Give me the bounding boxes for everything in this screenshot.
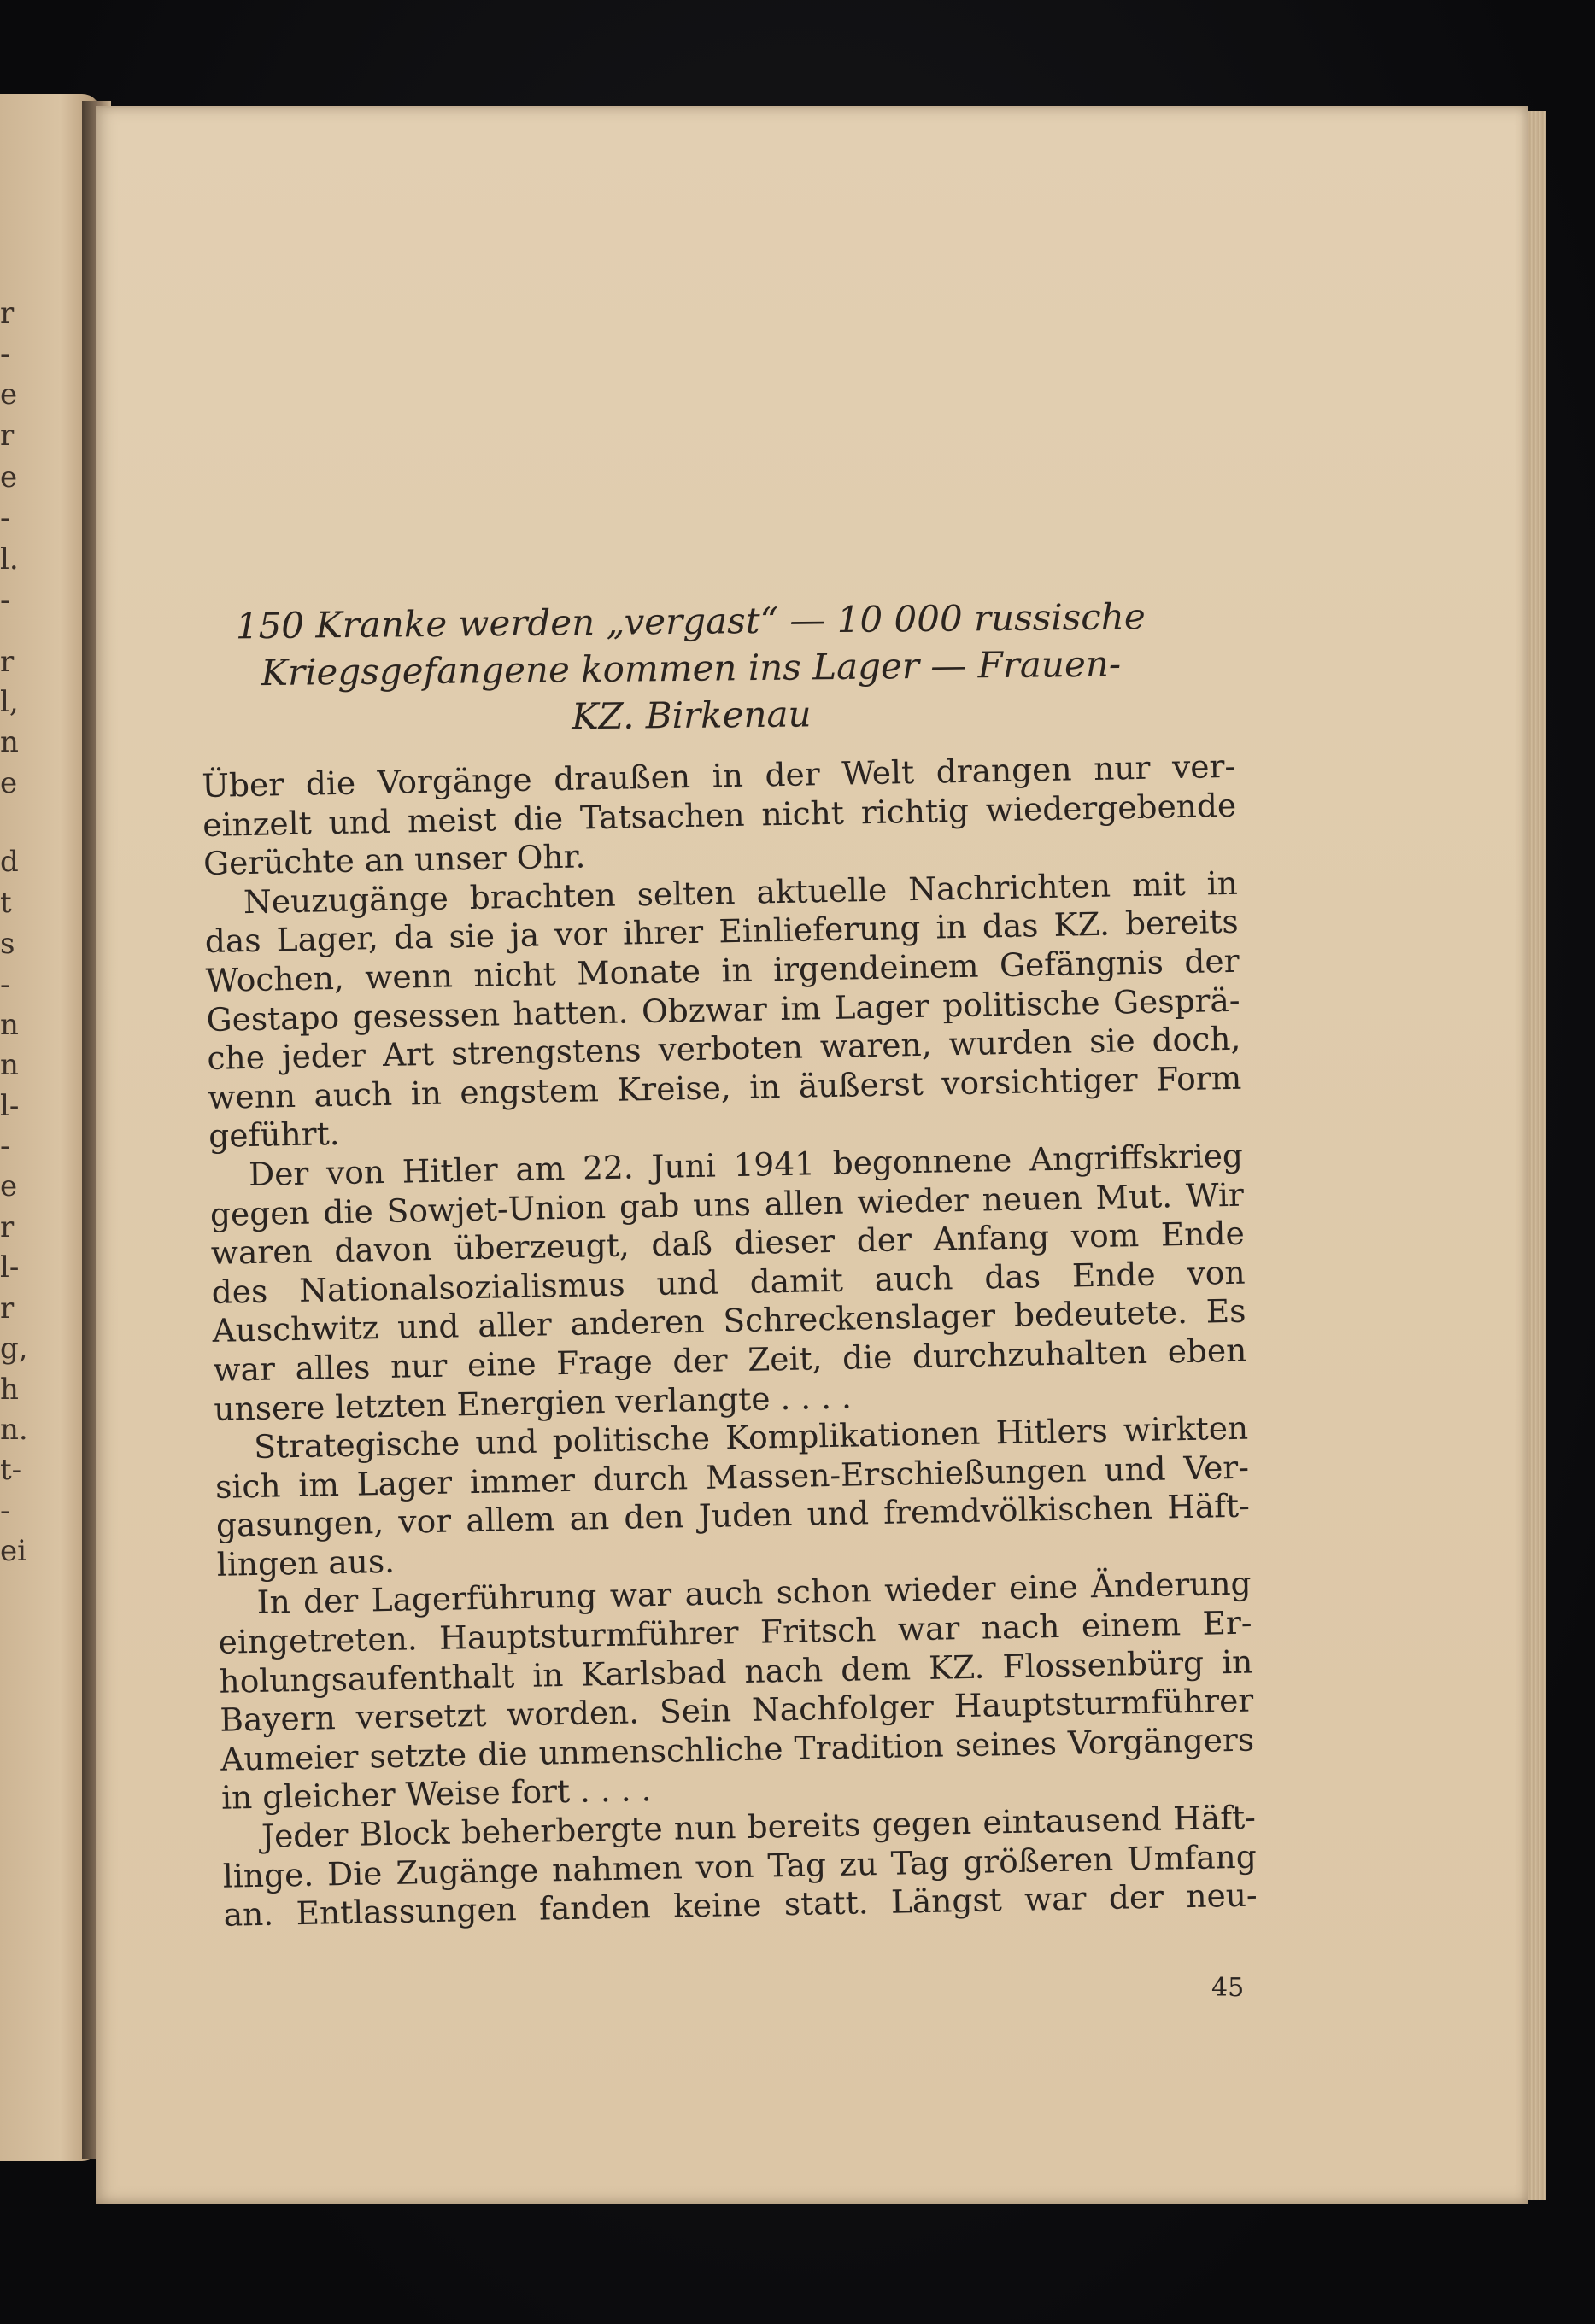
text-line: eingetreten. Hauptsturmführer Fritsch war nach einem Er- — [218, 1603, 1252, 1661]
text-line: geführt. — [208, 1115, 340, 1156]
text-line: Gerüchte an unser Ohr. — [202, 837, 586, 883]
text-line: war alles nur eine Frage der Zeit, die durchzuhalten eben — [213, 1331, 1247, 1389]
heading-line: KZ. Birkenau — [571, 693, 812, 738]
margin-fragment: r — [0, 645, 15, 679]
margin-fragment: e — [0, 460, 18, 495]
text-line: gegen die Sowjet-Union gab uns allen wieder neuen Mut. Wir — [209, 1175, 1245, 1233]
margin-fragment: - — [0, 1494, 10, 1528]
margin-fragment: g, — [0, 1332, 28, 1366]
text-line: Gestapo gesessen hatten. Obzwar im Lager politische Gesprä- — [206, 981, 1240, 1039]
margin-fragment: l- — [0, 1250, 20, 1285]
margin-fragment: r — [0, 1210, 15, 1244]
margin-fragment: n — [0, 725, 19, 759]
margin-fragment: h — [0, 1373, 19, 1407]
margin-fragment: - — [0, 968, 10, 1002]
text-line: an. Entlassungen fanden keine statt. Längst war der neu- — [223, 1876, 1258, 1934]
margin-fragment: r — [0, 419, 15, 453]
text-line: Aumeier setzte die unmenschliche Tradition seines Vorgängers — [220, 1720, 1255, 1778]
text-line: linge. Die Zugänge nahmen von Tag zu Tag größeren Umfang — [222, 1837, 1258, 1895]
margin-fragment: - — [0, 583, 10, 618]
text-line: Wochen, wenn nicht Monate in irgendeinem Gefängnis der — [205, 941, 1240, 999]
heading-line: 150 Kranke werden „vergast“ — 10 000 russische — [235, 595, 1146, 647]
margin-fragment: r — [0, 1291, 15, 1326]
text-line: Über die Vorgänge draußen in der Welt drangen nur ver- — [202, 746, 1236, 805]
text-line: gasungen, vor allem an den Juden und fremdvölkischen Häft- — [215, 1486, 1251, 1545]
margin-fragment: s — [0, 927, 15, 961]
text-line: Strategische und politische Komplikationen Hitlers wirkten — [253, 1408, 1249, 1466]
text-line: Der von Hitler am 22. Juni 1941 begonnene Angriffskrieg — [248, 1136, 1244, 1193]
text-line: Auschwitz und aller anderen Schreckenslager bedeutete. Es — [212, 1291, 1246, 1350]
margin-fragment: d — [0, 845, 19, 879]
chapter-heading — [186, 593, 1196, 744]
text-line: che jeder Art strengstens verboten waren, wurden sie doch, — [207, 1019, 1241, 1078]
margin-fragment: l, — [0, 685, 19, 719]
text-line: lingen aus. — [216, 1542, 396, 1583]
text-line: in gleicher Weise fort . . . . — [220, 1771, 652, 1818]
margin-fragment: n — [0, 1008, 19, 1042]
text-line: waren davon überzeugt, daß dieser der Anfang vom Ende — [210, 1214, 1246, 1273]
body-text — [202, 747, 1258, 1935]
margin-fragment: - — [0, 1129, 10, 1163]
text-line: einzelt und meist die Tatsachen nicht richtig wiedergebende — [202, 786, 1237, 844]
margin-fragment: t — [0, 886, 12, 920]
margin-fragment: l- — [0, 1089, 20, 1123]
margin-fragment: e — [0, 378, 18, 412]
margin-fragment: r — [0, 296, 15, 331]
text-line: wenn auch in engstem Kreise, in äußerst vorsichtiger Form — [208, 1058, 1242, 1116]
text-line: unsere letzten Energien verlangte . . . . — [214, 1378, 853, 1428]
margin-fragment: ei — [0, 1534, 26, 1568]
text-line: das Lager, da sie ja vor ihrer Einlieferung in das KZ. bereits — [204, 903, 1240, 961]
text-line: In der Lagerführung war auch schon wieder eine Änderung — [256, 1565, 1252, 1622]
margin-fragment: e — [0, 1169, 18, 1203]
margin-fragment: l. — [0, 542, 19, 577]
text-line: des Nationalsozialismus und damit auch das Ende von — [211, 1253, 1246, 1311]
page-stack-edge — [1528, 111, 1546, 2200]
text-line: Neuzugänge brachten selten aktuelle Nachrichten mit in — [243, 863, 1239, 921]
margin-fragment: e — [0, 766, 18, 800]
margin-fragment: t- — [0, 1453, 22, 1487]
page-number: 45 — [1211, 1973, 1245, 2003]
heading-line: Kriegsgefangene kommen ins Lager — Frauen- — [261, 642, 1122, 694]
text-line: sich im Lager immer durch Massen-Erschießungen und Ver- — [214, 1448, 1250, 1506]
text-line: holungsaufenthalt in Karlsbad nach dem KZ. Flossenbürg in — [219, 1642, 1253, 1701]
text-line: Jeder Block beherbergte nun bereits gegen eintausend Häft- — [261, 1798, 1257, 1855]
margin-fragment: n. — [0, 1413, 28, 1447]
margin-fragment: n — [0, 1048, 19, 1082]
margin-fragment: - — [0, 501, 10, 536]
text-line: Bayern versetzt worden. Sein Nachfolger Hauptsturmführer — [220, 1681, 1254, 1740]
margin-fragment: - — [0, 337, 10, 372]
